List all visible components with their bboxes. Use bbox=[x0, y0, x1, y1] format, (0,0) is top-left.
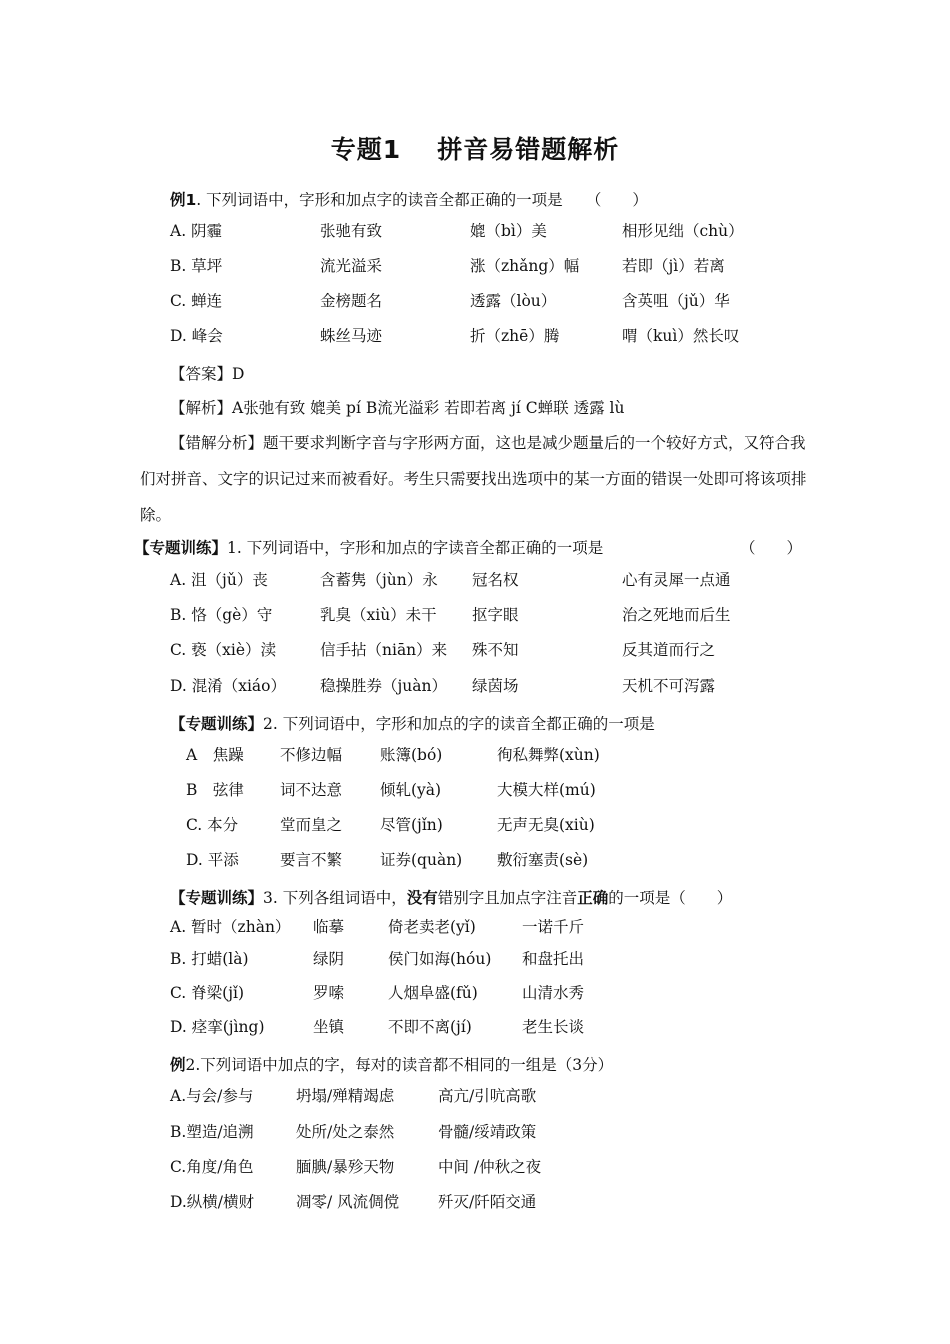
t1-b-3: 抠字眼 bbox=[472, 606, 519, 624]
t1-c-3: 殊不知 bbox=[472, 641, 519, 659]
ex2-b-2: 处所/处之泰然 bbox=[296, 1123, 395, 1141]
ex2-question bbox=[170, 1055, 613, 1075]
t1-a-1: A. 沮（jǔ）丧 bbox=[170, 571, 268, 589]
t1-a-4: 心有灵犀一点通 bbox=[622, 571, 731, 589]
title-sub: 拼音易错题解析 bbox=[437, 135, 620, 164]
ex2-a-1: A.与会/参与 bbox=[170, 1087, 254, 1105]
t3-d-3: 不即不离(jí) bbox=[388, 1018, 472, 1036]
t3-b-2: 绿阴 bbox=[313, 950, 345, 968]
t2-d-3: 证券(quàn) bbox=[380, 851, 463, 869]
ex1-a-4: 相形见绌（chù） bbox=[622, 222, 744, 240]
ex2-d-2: 凋零/ 风流倜傥 bbox=[296, 1193, 400, 1211]
ex1-a-1: A. 阴霾 bbox=[170, 222, 223, 240]
t3-b-3: 侯门如海(hóu) bbox=[388, 950, 492, 968]
ex1-b-3: 涨（zhǎng）幅 bbox=[470, 257, 580, 275]
t3-d-1: D. 痉挛(jìng) bbox=[170, 1018, 265, 1036]
ex1-c-4: 含英咀（jǔ）华 bbox=[622, 292, 730, 310]
t3-question bbox=[170, 888, 732, 908]
t2-a-4: 徇私舞弊(xùn) bbox=[497, 746, 600, 764]
t3-b-1: B. 打蜡(là) bbox=[170, 950, 249, 968]
t3-q5: 的一项是（ ） bbox=[608, 889, 733, 907]
ex2-c-1: C.角度/角色 bbox=[170, 1158, 254, 1176]
ex1-error-analysis: 【错解分析】题干要求判断字音与字形两方面，这也是减少题量后的一个较好方式，又符合我们对拼音、文字的识记过来而被看好。考生只需要找出选项中的某一方面的错误一处即可将该项排除。 bbox=[140, 434, 807, 524]
ex2-b-1: B.塑造/追溯 bbox=[170, 1123, 254, 1141]
t1-label: 【专题训练】 bbox=[134, 539, 228, 557]
ex1-question bbox=[170, 190, 648, 210]
t1-d-2: 稳操胜券（juàn） bbox=[320, 677, 448, 695]
t3-b-4: 和盘托出 bbox=[522, 950, 585, 968]
ex1-b-1: B. 草坪 bbox=[170, 257, 223, 275]
t3-d-4: 老生长谈 bbox=[522, 1018, 585, 1036]
t1-question-text: 1. 下列词语中，字形和加点的字读音全都正确的一项是 bbox=[227, 539, 604, 557]
t3-a-1: A. 暂时（zhàn） bbox=[170, 918, 291, 936]
t1-b-4: 治之死地而后生 bbox=[622, 606, 731, 624]
t2-c-2: 堂而皇之 bbox=[280, 816, 343, 834]
t3-a-4: 一诺千斤 bbox=[522, 918, 585, 936]
t1-d-4: 天机不可泻露 bbox=[622, 677, 716, 695]
t3-c-4: 山清水秀 bbox=[522, 984, 585, 1002]
t2-d-1: D. 平添 bbox=[186, 851, 239, 869]
page-title bbox=[0, 130, 950, 166]
ex2-d-1: D.纵横/横财 bbox=[170, 1193, 255, 1211]
ex1-label: 例1 bbox=[170, 191, 197, 209]
ex1-d-3: 折（zhē）腾 bbox=[470, 327, 560, 345]
ex1-a-2: 张驰有致 bbox=[320, 222, 383, 240]
ex2-label: 例 bbox=[170, 1056, 186, 1074]
t1-a-2: 含蓄隽（jùn）永 bbox=[320, 571, 438, 589]
ex1-question-text: . 下列词语中，字形和加点字的读音全都正确的一项是 （ ） bbox=[196, 191, 648, 209]
ex2-d-3: 歼灭/阡陌交通 bbox=[438, 1193, 537, 1211]
ex1-a-3: 媲（bì）美 bbox=[470, 222, 547, 240]
t2-a-1: A 焦躁 bbox=[186, 746, 244, 764]
title-main: 专题1 bbox=[330, 135, 402, 164]
t2-c-1: C. 本分 bbox=[186, 816, 239, 834]
t2-b-1: B 弦律 bbox=[186, 781, 244, 799]
t1-question bbox=[134, 538, 603, 558]
ex2-c-3: 中间 /仲秋之夜 bbox=[438, 1158, 542, 1176]
ex2-a-3: 高亢/引吭高歌 bbox=[438, 1087, 537, 1105]
t2-c-3: 尽管(jǐn) bbox=[380, 816, 443, 834]
t1-c-4: 反其道而行之 bbox=[622, 641, 716, 659]
ex1-d-2: 蛛丝马迹 bbox=[320, 327, 383, 345]
t1-paren: （ ） bbox=[740, 539, 803, 557]
ex1-b-4: 若即（jì）若离 bbox=[622, 257, 725, 275]
t1-a-3: 冠名权 bbox=[472, 571, 519, 589]
ex2-question-text: 2.下列词语中加点的字，每对的读音都不相同的一组是（3分） bbox=[185, 1056, 614, 1074]
t3-q3: 错别字且加点字注音 bbox=[437, 889, 578, 907]
t3-c-1: C. 脊梁(jǐ) bbox=[170, 984, 245, 1002]
ex1-answer: 【答案】D bbox=[170, 365, 245, 383]
t2-question-text: 2. 下列词语中，字形和加点的字的读音全都正确的一项是 bbox=[263, 715, 655, 733]
t1-b-2: 乳臭（xiù）未干 bbox=[320, 606, 437, 624]
t1-d-1: D. 混淆（xiáo） bbox=[170, 677, 287, 695]
ex2-a-2: 坍塌/殚精竭虑 bbox=[296, 1087, 395, 1105]
t2-label: 【专题训练】 bbox=[170, 715, 264, 733]
ex1-analysis: 【解析】A张弛有致 媲美 pí B流光溢彩 若即若离 jí C蝉联 透露 lù bbox=[170, 399, 625, 417]
t2-a-3: 账簿(bó) bbox=[380, 746, 443, 764]
t3-q2: 没有 bbox=[406, 889, 438, 907]
t3-label: 【专题训练】 bbox=[170, 889, 264, 907]
ex1-c-3: 透露（lòu） bbox=[470, 292, 557, 310]
t3-d-2: 坐镇 bbox=[313, 1018, 345, 1036]
t1-d-3: 绿茵场 bbox=[472, 677, 519, 695]
t3-q1: 3. 下列各组词语中， bbox=[263, 889, 407, 907]
t2-b-2: 词不达意 bbox=[280, 781, 343, 799]
ex1-c-1: C. 蝉连 bbox=[170, 292, 223, 310]
ex2-c-2: 腼腆/暴殄天物 bbox=[296, 1158, 395, 1176]
t2-d-2: 要言不繁 bbox=[280, 851, 343, 869]
t3-q4: 正确 bbox=[577, 889, 609, 907]
t1-c-2: 信手拈（niān）来 bbox=[320, 641, 448, 659]
ex1-c-2: 金榜题名 bbox=[320, 292, 383, 310]
t3-a-3: 倚老卖老(yǐ) bbox=[388, 918, 476, 936]
t2-a-2: 不修边幅 bbox=[280, 746, 343, 764]
ex1-d-4: 喟（kuì）然长叹 bbox=[622, 327, 740, 345]
t3-a-2: 临摹 bbox=[313, 918, 345, 936]
t1-b-1: B. 恪（gè）守 bbox=[170, 606, 273, 624]
ex2-b-3: 骨髓/绥靖政策 bbox=[438, 1123, 537, 1141]
t3-c-3: 人烟阜盛(fǔ) bbox=[388, 984, 478, 1002]
t2-question bbox=[170, 714, 655, 734]
ex1-b-2: 流光溢采 bbox=[320, 257, 383, 275]
t2-b-4: 大模大样(mú) bbox=[497, 781, 596, 799]
t1-c-1: C. 亵（xiè）渎 bbox=[170, 641, 277, 659]
t2-c-4: 无声无臭(xiù) bbox=[497, 816, 595, 834]
t2-b-3: 倾轧(yà) bbox=[380, 781, 442, 799]
t3-c-2: 罗嗦 bbox=[313, 984, 345, 1002]
ex1-d-1: D. 峰会 bbox=[170, 327, 223, 345]
t2-d-4: 敷衍塞责(sè) bbox=[497, 851, 589, 869]
